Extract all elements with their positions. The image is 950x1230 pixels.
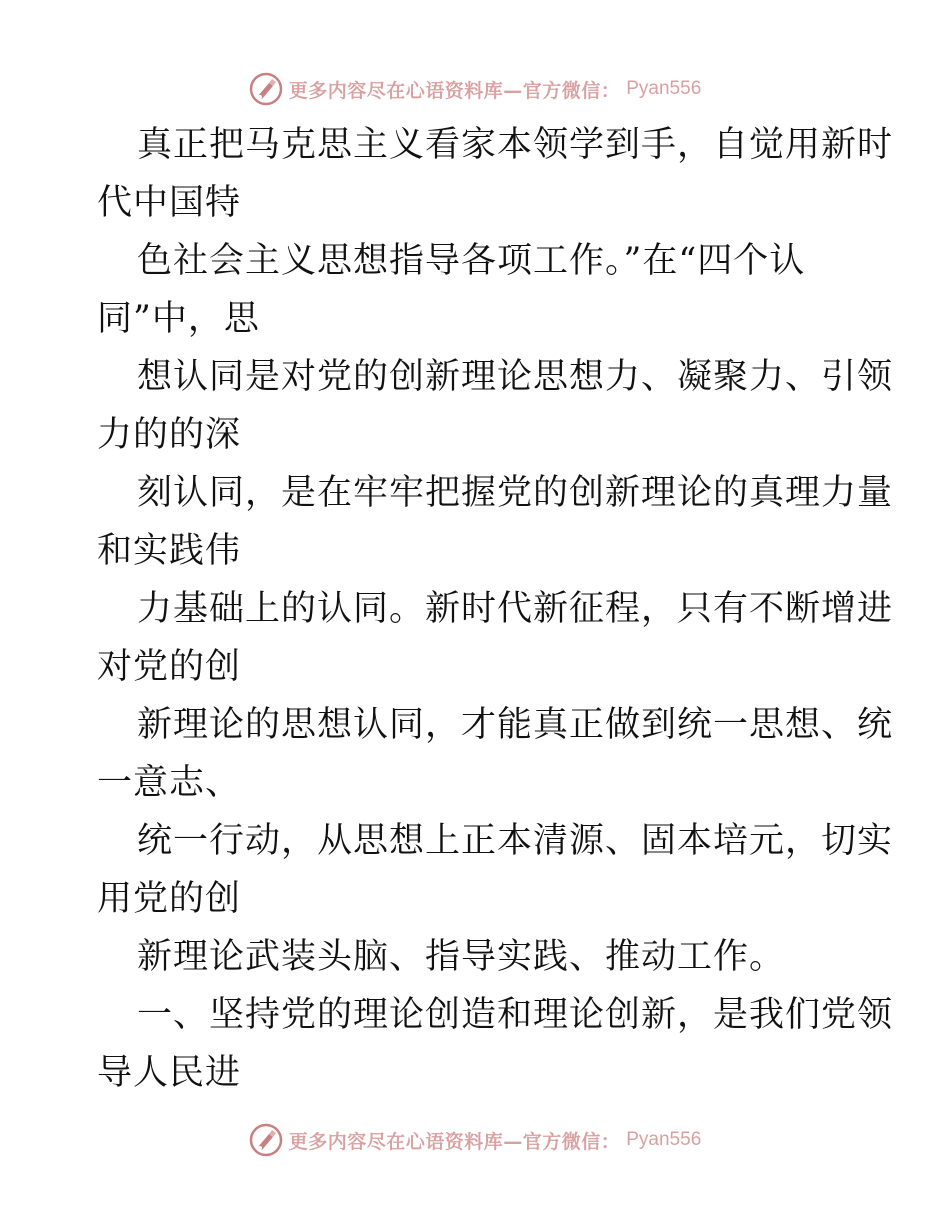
text-line: 导人民进 xyxy=(97,1053,242,1093)
text-line: 一、坚持党的理论创造和理论创新，是我们党领 xyxy=(137,995,894,1035)
text-line: 一意志、 xyxy=(97,763,242,803)
watermark-text: 更多内容尽在心语资料库—官方微信： xyxy=(288,79,621,102)
text-line: 统一行动，从思想上正本清源、固本培元，切实 xyxy=(137,821,894,861)
text-line: 用党的创 xyxy=(97,879,242,919)
watermark-handle: Pyan556 xyxy=(626,78,702,99)
body-text xyxy=(97,116,894,1102)
text-line: 刻认同，是在牢牢把握党的创新理论的真理力量 xyxy=(137,473,894,513)
pen-logo-icon xyxy=(249,1123,283,1157)
text-line: 新理论武装头脑、指导实践、推动工作。 xyxy=(137,937,786,977)
text-line: 代中国特 xyxy=(97,183,242,223)
text-line: 真正把马克思主义看家本领学到手，自觉用新时 xyxy=(137,125,894,165)
pen-logo-icon xyxy=(249,72,283,106)
text-line: 新理论的思想认同，才能真正做到统一思想、统 xyxy=(137,705,894,745)
header-watermark xyxy=(0,69,950,109)
text-line: 色社会主义思想指导各项工作。”在“四个认 xyxy=(137,241,806,281)
text-line: 想认同是对党的创新理论思想力、凝聚力、引领 xyxy=(137,357,894,397)
text-line: 同”中，思 xyxy=(97,299,260,339)
watermark-handle: Pyan556 xyxy=(626,1129,702,1150)
text-line: 力基础上的认同。新时代新征程，只有不断增进 xyxy=(137,589,894,629)
text-line: 和实践伟 xyxy=(97,531,242,571)
watermark-text: 更多内容尽在心语资料库—官方微信： xyxy=(288,1130,621,1153)
text-line: 对党的创 xyxy=(97,647,242,687)
footer-watermark xyxy=(0,1120,950,1160)
text-line: 力的的深 xyxy=(97,415,242,455)
